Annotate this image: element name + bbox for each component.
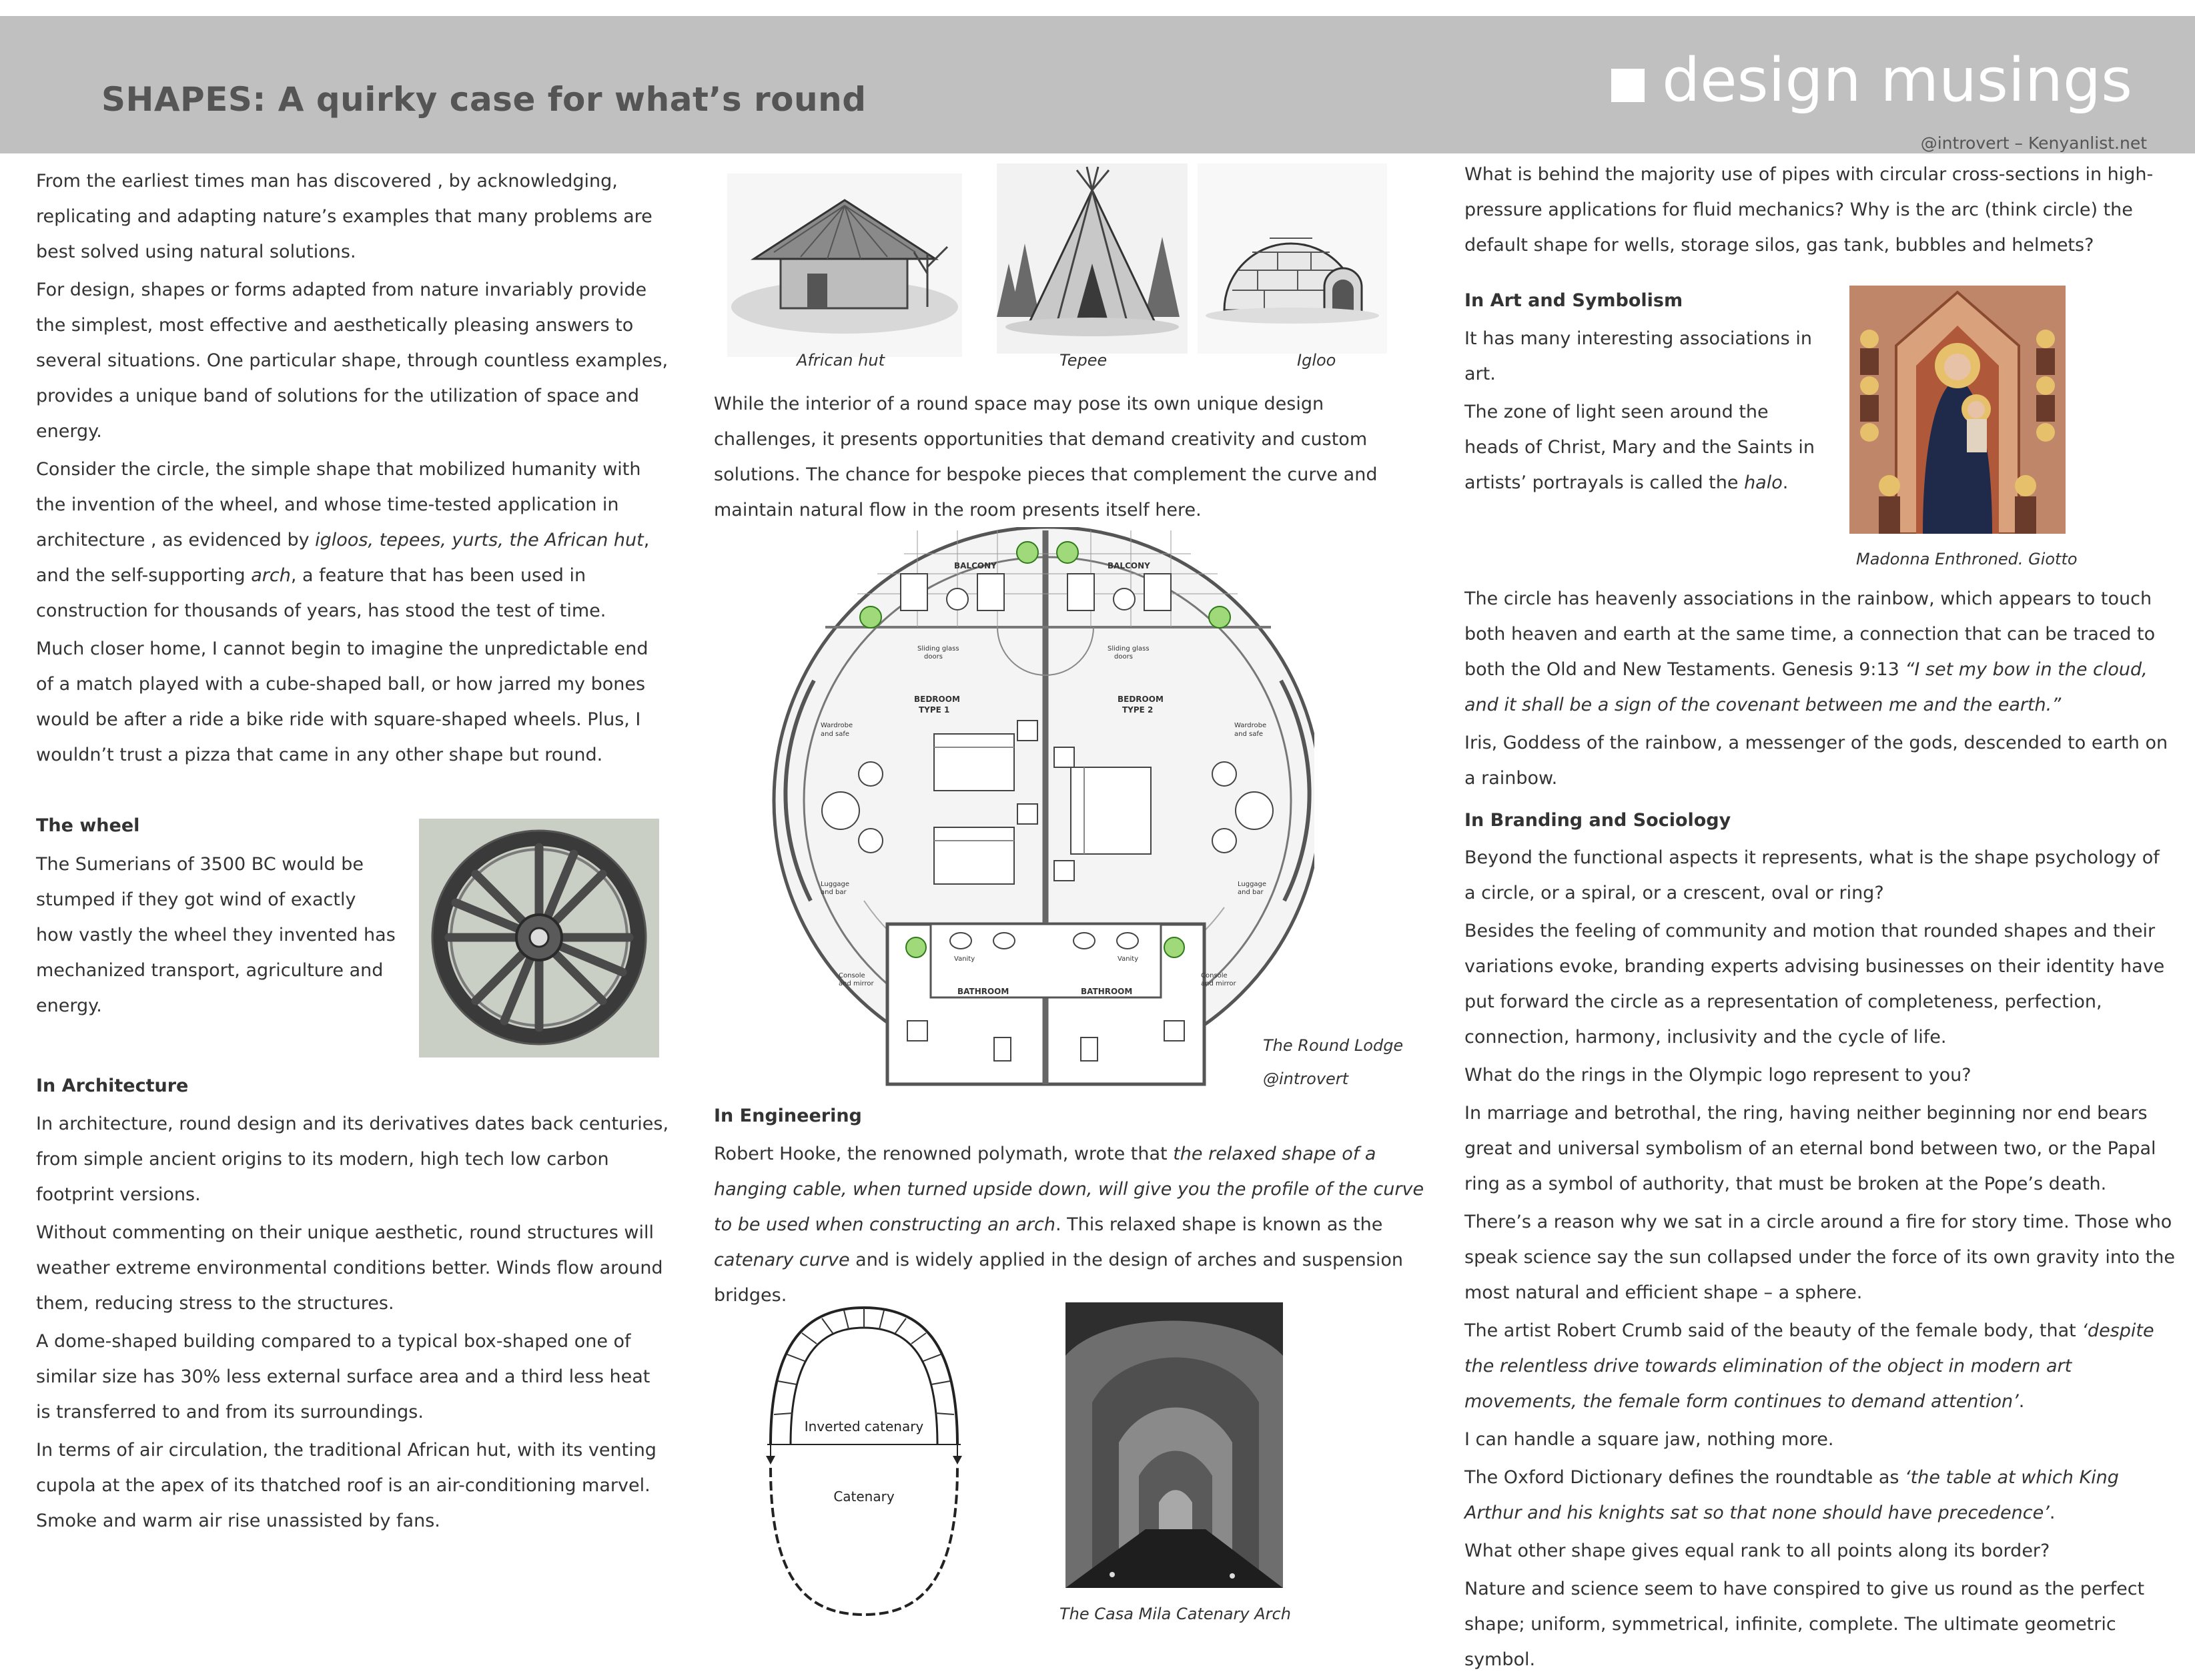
plan-label-luggage: Luggage	[821, 881, 850, 888]
plan-label-wardrobe: Wardrobe	[821, 722, 853, 729]
round-lodge-caption: The Round Lodge	[1263, 1036, 1404, 1055]
symbolism-section	[1464, 581, 2175, 799]
plan-label-console: and mirror	[1201, 980, 1236, 987]
branding-paragraph: What do the rings in the Olympic logo represent to you?	[1464, 1065, 1971, 1086]
round-lodge-credit: @introvert	[1263, 1070, 1349, 1088]
pipes-paragraph: What is behind the majority use of pipes with circular cross-sections in high-pressure applications for fluid mechanics? Why is the arc (think circle) the default shape for wells, storage silos, gas tank, bubbles and helmets?	[1464, 164, 2154, 256]
art-heading: In Art and Symbolism	[1464, 290, 1683, 311]
plan-label-luggage: Luggage	[1238, 881, 1267, 888]
architecture-paragraph: Without commenting on their unique aesthetic, round structures will weather extreme environmental conditions better. Winds flow around them, reducing stress to the structures.	[36, 1222, 663, 1314]
igloo-caption: Igloo	[1297, 351, 1336, 370]
plan-label-vanity: Vanity	[954, 955, 975, 963]
plan-label-sliding-doors: Sliding glass	[917, 645, 959, 653]
plan-label-type-1: TYPE 1	[919, 705, 950, 715]
branding-paragraph: Besides the feeling of community and motion that rounded shapes and their variations evoke, branding experts advising businesses on their identity have put forward the circle as a representation of completeness, perfection, connection, harmony, inclusivity and the cycle of life.	[1464, 921, 2165, 1047]
plan-label-bedroom-1: BEDROOM	[914, 695, 960, 704]
intro-paragraph: For design, shapes or forms adapted from nature invariably provide the simplest, most effective and aesthetically pleasing answers to several situations. One particular shape, through countless examples, provides a unique band of solutions for the utilization of space and energy.	[36, 280, 669, 442]
art-paragraph: It has many interesting associations in art.	[1464, 328, 1812, 384]
brand-logo	[1611, 45, 2132, 115]
byline: @introvert – Kenyanlist.net	[1920, 133, 2147, 153]
engineering-heading: In Engineering	[714, 1106, 862, 1126]
plan-label-balcony: BALCONY	[1108, 561, 1150, 570]
architecture-paragraph: In architecture, round design and its derivatives dates back centuries, from simple ancient origins to its modern, high tech low carbon footprint versions.	[36, 1114, 669, 1205]
plan-label-wardrobe: and safe	[821, 731, 850, 738]
plan-label-sliding-doors: doors	[924, 653, 943, 661]
pipes-text	[1464, 157, 2172, 266]
igloo-image	[1198, 163, 1387, 354]
iris-paragraph: Iris, Goddess of the rainbow, a messenger of the gods, descended to earth on a rainbow.	[1464, 733, 2168, 789]
architecture-section	[36, 1106, 670, 1541]
plan-label-sliding-doors: Sliding glass	[1108, 645, 1150, 653]
jaw-paragraph: I can handle a square jaw, nothing more.	[1464, 1429, 1834, 1450]
rainbow-paragraph: The circle has heavenly associations in the rainbow, which appears to touch both heaven and earth at the same time, a connection that can be traced to both the Old and New Testaments. Genesis 9:13 “I set my bow in the cloud, and it shall be a sign of the covenant between me and the earth.”	[1464, 588, 2156, 715]
plan-label-wardrobe: Wardrobe	[1234, 722, 1267, 729]
brand-square-icon	[1611, 69, 1645, 102]
branding-paragraph: Beyond the functional aspects it represents, what is the shape psychology of a circle, or a spiral, or a crescent, oval or ring?	[1464, 847, 2160, 903]
inverted-catenary-label: Inverted catenary	[804, 1418, 924, 1434]
intro-paragraph: Consider the circle, the simple shape that mobilized humanity with the invention of the wheel, and whose time-tested application in architecture , as evidenced by igloos, tepees, yurts, the African hut, and the self-supporting arch, a feature that has been used in construction for thousands of years, has stood the test of time.	[36, 459, 650, 621]
catenary-label: Catenary	[833, 1489, 895, 1505]
wheel-paragraph: The Sumerians of 3500 BC would be stumped if they got wind of exactly how vastly the wheel they invented has mechanized transport, agriculture and energy.	[36, 854, 396, 1016]
brand-name: design musings	[1662, 45, 2132, 115]
plan-label-bathroom: BATHROOM	[1081, 987, 1133, 996]
oxford-paragraph: The Oxford Dictionary defines the roundtable as ‘the table at which King Arthur and his knights sat so that none should have precedence’.	[1464, 1467, 2119, 1523]
interior-paragraph: While the interior of a round space may pose its own unique design challenges, it presents opportunities that demand creativity and custom solutions. The chance for bespoke pieces that complement the curve and maintain natural flow in the room presents itself here.	[714, 394, 1378, 520]
plan-label-balcony: BALCONY	[954, 561, 997, 570]
closing-paragraph: Nature and science seem to have conspired to give us round as the perfect shape; uniform, symmetrical, infinite, complete. The ultimate geometric symbol.	[1464, 1579, 2145, 1670]
header-banner	[0, 16, 2195, 153]
crumb-paragraph: The artist Robert Crumb said of the beauty of the female body, that ‘despite the relentless drive towards elimination of the object in modern art movements, the female form continues to demand attention’.	[1464, 1320, 2154, 1412]
plan-label-bathroom: BATHROOM	[957, 987, 1009, 996]
wheel-heading: The wheel	[36, 815, 140, 836]
tepee-image	[997, 163, 1188, 354]
shape-question: What other shape gives equal rank to all points along its border?	[1464, 1541, 2050, 1561]
african-hut-image	[727, 173, 962, 357]
branding-paragraph: There’s a reason why we sat in a circle around a fire for story time. Those who speak science say the sun collapsed under the force of its own gravity into the most natural and efficient shape – a sphere.	[1464, 1212, 2175, 1303]
plan-label-luggage: and bar	[821, 889, 847, 896]
intro-paragraph: Much closer home, I cannot begin to imagine the unpredictable end of a match played with a cube-shaped ball, or how jarred my bones would be after a ride a bike ride with square-shaped wheels. Plus, I wouldn’t trust a pizza that came in any other shape but round.	[36, 639, 648, 765]
plan-label-bedroom-2: BEDROOM	[1118, 695, 1164, 704]
plan-label-console: and mirror	[839, 980, 874, 987]
plan-label-luggage: and bar	[1238, 889, 1264, 896]
catenary-diagram	[761, 1301, 967, 1621]
engineering-text	[714, 1136, 1431, 1316]
plan-label-type-2: TYPE 2	[1122, 705, 1154, 715]
plan-label-console: Console	[839, 972, 865, 979]
architecture-paragraph: In terms of air circulation, the traditional African hut, with its venting cupola at the apex of its thatched roof is an air-conditioning marvel. Smoke and warm air rise unassisted by fans.	[36, 1440, 656, 1531]
branding-heading: In Branding and Sociology	[1464, 810, 1731, 831]
tepee-caption: Tepee	[1059, 351, 1108, 370]
branding-section	[1464, 840, 2175, 1680]
art-paragraph: The zone of light seen around the heads of Christ, Mary and the Saints in artists’ portrayals is called the halo.	[1464, 402, 1815, 493]
casa-mila-photo	[1065, 1302, 1283, 1588]
african-hut-caption: African hut	[797, 351, 885, 370]
madonna-enthroned-image	[1849, 286, 2066, 534]
intro-section	[36, 163, 670, 775]
architecture-paragraph: A dome-shaped building compared to a typical box-shaped one of similar size has 30% less external surface area and a third less heat is transferred to and from its surroundings.	[36, 1331, 650, 1422]
interior-text	[714, 386, 1424, 530]
plan-label-vanity: Vanity	[1118, 955, 1139, 963]
architecture-heading: In Architecture	[36, 1076, 189, 1096]
plan-label-wardrobe: and safe	[1234, 731, 1264, 738]
round-lodge-floor-plan	[764, 527, 1314, 1091]
intro-paragraph: From the earliest times man has discovered , by acknowledging, replicating and adapting nature’s examples that many problems are best solved using natural solutions.	[36, 171, 652, 262]
art-section	[1464, 321, 1818, 503]
madonna-caption: Madonna Enthroned. Giotto	[1856, 550, 2078, 568]
branding-paragraph: In marriage and betrothal, the ring, having neither beginning nor end bears great and universal symbolism of an eternal bond between two, or the Papal ring as a symbol of authority, that must be broken at the Pope’s death.	[1464, 1103, 2156, 1194]
wheel-text	[36, 847, 396, 1026]
plan-label-sliding-doors: doors	[1114, 653, 1133, 661]
plan-label-console: Console	[1201, 972, 1228, 979]
wheel-image	[419, 819, 659, 1058]
engineering-paragraph: Robert Hooke, the renowned polymath, wrote that the relaxed shape of a hanging cable, when turned upside down, will give you the profile of the curve to be used when constructing an arch. This relaxed shape is known as the catenary curve and is widely applied in the design of arches and suspension bridges.	[714, 1144, 1424, 1306]
casa-mila-caption: The Casa Mila Catenary Arch	[1059, 1605, 1291, 1623]
page-title: SHAPES: A quirky case for what’s round	[101, 80, 867, 119]
